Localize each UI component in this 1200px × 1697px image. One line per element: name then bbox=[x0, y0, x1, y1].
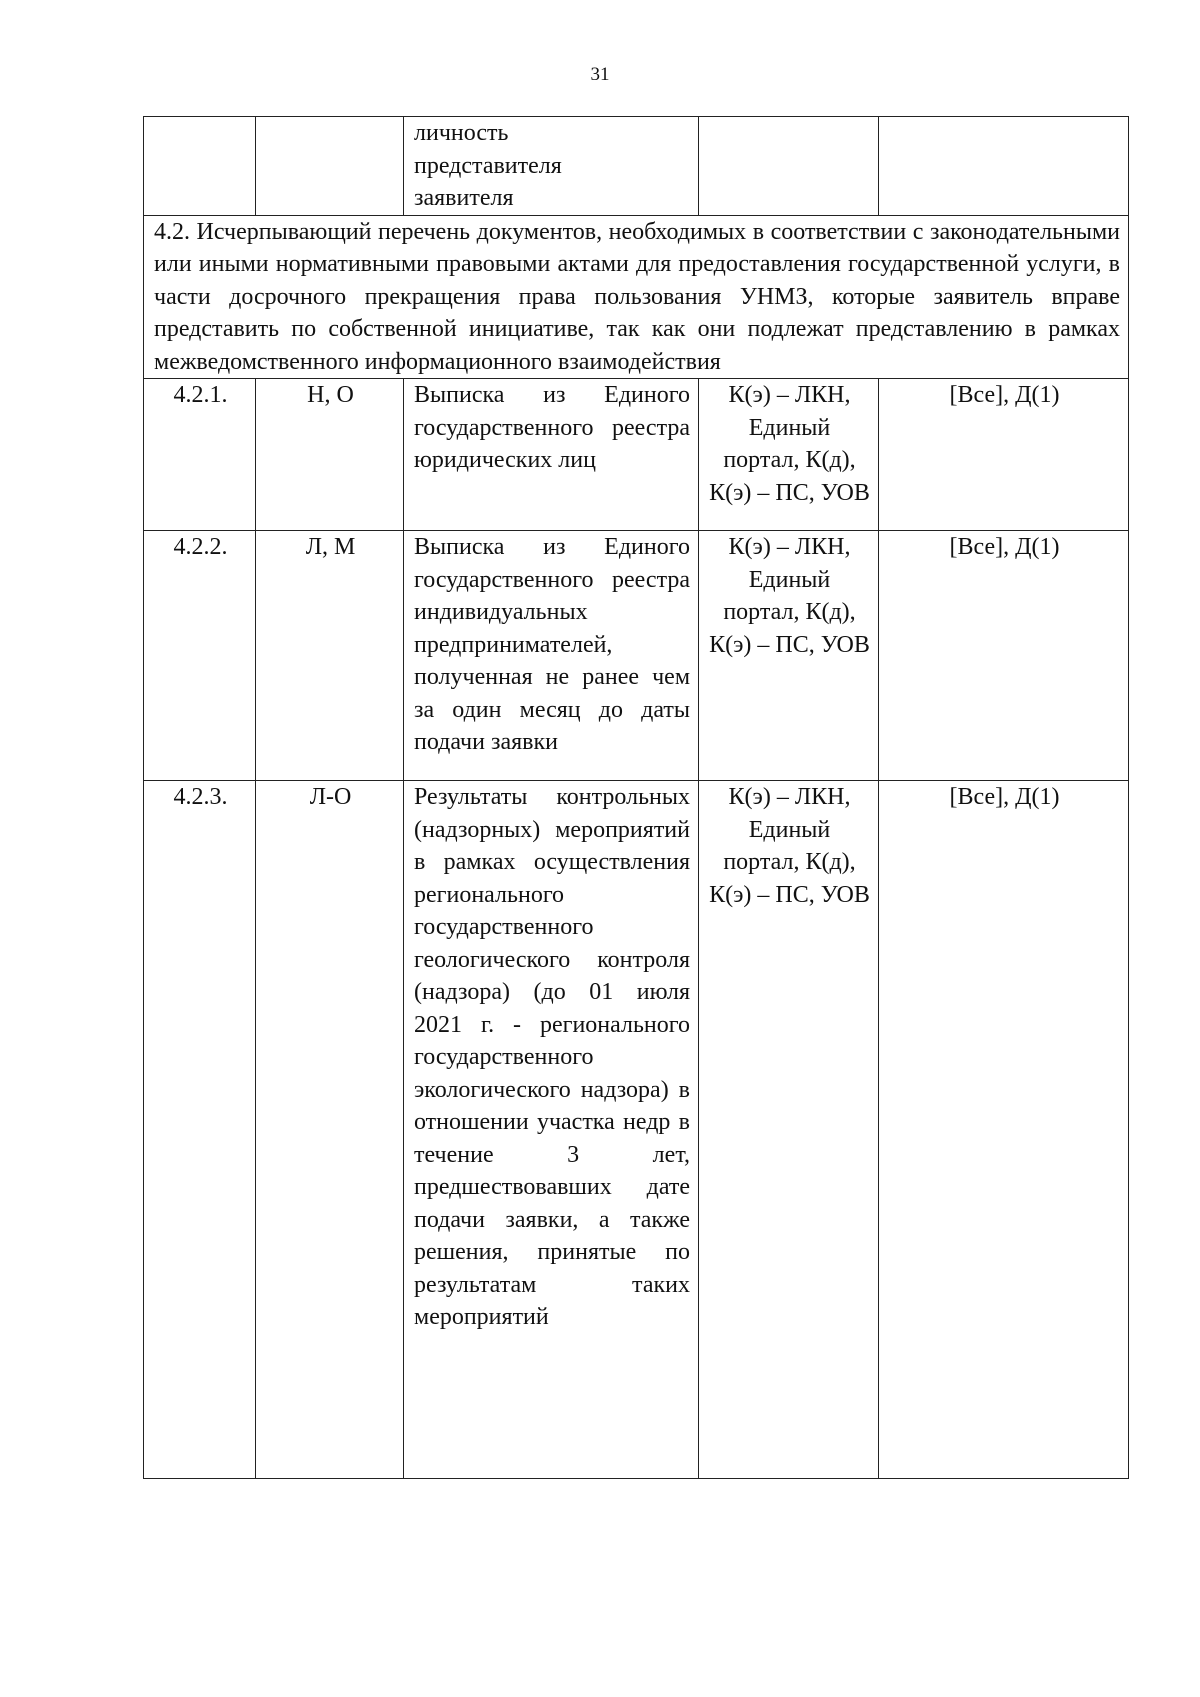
row-document-name: Результаты контрольных (надзорных) мероприятий в рамках осуществления регионального государственного геологического контроля (надзора) (до 01 июля 2021 г. - регионального государственного экологического надзора) в отношении участка недр в течение 3 лет, предшествовавших дате подачи заявки, а также решения, принятые по результатам таких мероприятий bbox=[404, 781, 699, 1479]
cell-document-name bbox=[404, 117, 699, 216]
table-row bbox=[144, 379, 1129, 531]
row-number: 4.2.1. bbox=[144, 379, 256, 531]
cell-num bbox=[144, 117, 256, 216]
row-category: Л, М bbox=[256, 531, 404, 781]
documents-table bbox=[143, 116, 1129, 1479]
section-heading bbox=[144, 215, 1129, 379]
cell-who bbox=[879, 117, 1129, 216]
row-number: 4.2.3. bbox=[144, 781, 256, 1479]
table-row bbox=[144, 531, 1129, 781]
row-category: Н, О bbox=[256, 379, 404, 531]
section-heading-text: 4.2. Исчерпывающий перечень документов, необходимых в соответствии с законодательными или иными нормативными правовыми актами для предоставления государственной услуги, в части досрочного прекращения права пользования УНМЗ, которые заявитель вправе представить по собственной инициативе, так как они подлежат представлению в рамках межведомственного информационного взаимодействия bbox=[154, 218, 1120, 375]
cell-method bbox=[699, 117, 879, 216]
table-row bbox=[144, 781, 1129, 1479]
table-row-continued bbox=[144, 117, 1129, 216]
document-name-text: личность представителя заявителя bbox=[414, 120, 562, 211]
cell-category bbox=[256, 117, 404, 216]
page-number: 31 bbox=[590, 64, 610, 85]
row-category: Л-О bbox=[256, 781, 404, 1479]
row-number: 4.2.2. bbox=[144, 531, 256, 781]
row-applicants: [Все], Д(1) bbox=[879, 531, 1129, 781]
row-applicants: [Все], Д(1) bbox=[879, 781, 1129, 1479]
row-document-name: Выписка из Единого государственного реестра индивидуальных предпринимателей, полученная не ранее чем за один месяц до даты подачи заявки bbox=[404, 531, 699, 781]
row-submission-method: К(э) – ЛКН, Единый портал, К(д), К(э) – ПС, УОВ bbox=[699, 531, 879, 781]
row-document-name: Выписка из Единого государственного реестра юридических лиц bbox=[404, 379, 699, 531]
row-submission-method: К(э) – ЛКН, Единый портал, К(д), К(э) – ПС, УОВ bbox=[699, 379, 879, 531]
row-applicants: [Все], Д(1) bbox=[879, 379, 1129, 531]
row-submission-method: К(э) – ЛКН, Единый портал, К(д), К(э) – ПС, УОВ bbox=[699, 781, 879, 1479]
section-heading-row bbox=[144, 215, 1129, 379]
